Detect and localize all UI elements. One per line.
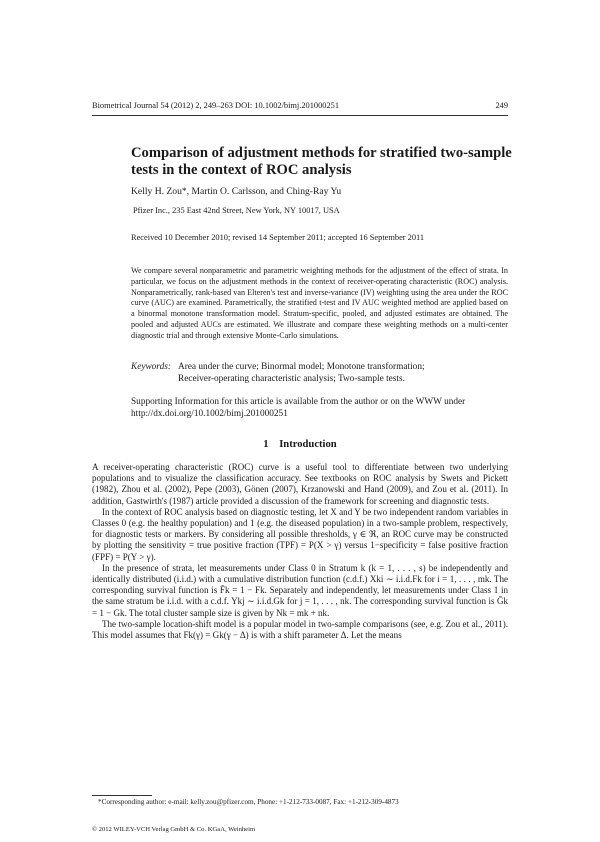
body-text [92, 462, 508, 641]
keywords-label: Keywords: [131, 362, 171, 372]
header-rule [92, 115, 508, 116]
keywords-list [178, 362, 518, 385]
page-number: 249 [495, 101, 508, 110]
article-title: Comparison of adjustment methods for stratified two-sample tests in the context of ROC analysis [131, 145, 512, 178]
footnote-rule [92, 795, 152, 796]
footnote: *Corresponding author: e-mail: kelly.zou@pfizer.com, Phone: +1-212-733-0087, Fax: +1-212-309-4873 [98, 798, 399, 806]
paragraph: A receiver-operating characteristic (ROC) curve is a useful tool to differentiate between two underlying populations and to visualize the classification accuracy. See textbooks on ROC analysis by Swets and Pickett (1982), Zhou et al. (2002), Pepe (2003), Gönen (2007), Krzanowski and Hand (2009), and Zou et al. (2011). In addition, Gastwirth's (1987) article provided a discussion of the framework for screening and diagnostic tests. [92, 462, 508, 506]
paragraph: In the context of ROC analysis based on diagnostic testing, let X and Y be two independent random variables in Classes 0 (e.g. the healthy population) and 1 (e.g. the diseased population) in a two-sample problem, respectively, for diagnostic tests or markers. By considering all possible thresholds, γ ∈ ℜ, an ROC curve may be constructed by plotting the sensitivity = true positive fraction (TPF) = P(X > γ) versus 1−specificity = false positive fraction (FPF) = P(Y > γ). [92, 506, 508, 562]
copyright: © 2012 WILEY-VCH Verlag GmbH & Co. KGaA, Weinheim [92, 826, 256, 833]
paragraph: In the presence of strata, let measurements under Class 0 in Stratum k (k = 1, . . . , s) be independently and identically distributed (i.i.d.) with a cumulative distribution function (c.d.f.) Xki ∼ i.i.d.Fk for i = 1, . . . , mk. The corresponding survival function is F̄k = 1 − Fk. Separately and independently, let measurements under Class 1 in the same stratum be i.i.d. with a c.d.f. Ykj ∼ i.i.d.Gk for j = 1, . . . , nk. The corresponding survival function is Ḡk = 1 − Gk. The total cluster sample size is given by Nk = mk + nk. [92, 562, 508, 618]
keywords-line: Area under the curve; Binormal model; Monotone transformation; [178, 362, 425, 372]
affiliation: Pfizer Inc., 235 East 42nd Street, New York, NY 10017, USA [133, 206, 340, 215]
received-dates: Received 10 December 2010; revised 14 September 2011; accepted 16 September 2011 [131, 233, 425, 242]
keywords-line: Receiver-operating characteristic analysis; Two-sample tests. [178, 373, 405, 384]
abstract: We compare several nonparametric and parametric weighting methods for the adjustment of the effect of strata. In particular, we focus on the adjustment methods in the context of receiver-operating characteristic (ROC) analysis. Nonparametrically, rank-based van Elteren's test and inverse-variance (IV) weighting using the area under the ROC curve (AUC) are examined. Parametrically, the stratified t-test and IV AUC weighted method are applied based on a binormal monotone transformation model. Stratum-specific, pooled, and adjusted estimates are obtained. The pooled and adjusted AUCs are estimated. We illustrate and compare these weighting methods on a multi-center diagnostic trial and through extensive Monte-Carlo simulations. [131, 266, 508, 340]
section-number: 1 [263, 439, 269, 450]
author-list: Kelly H. Zou*, Martin O. Carlsson, and Ching-Ray Yu [131, 186, 342, 197]
section-title: Introduction [279, 439, 337, 450]
section-heading [92, 439, 508, 450]
paragraph: The two-sample location-shift model is a popular model in two-sample comparisons (see, e.g. Zou et al., 2011). This model assumes that Fk(γ) = Gk(γ − Δ) is with a shift parameter Δ. Let the means [92, 618, 508, 641]
journal-citation: Biometrical Journal 54 (2012) 2, 249–263 DOI: 10.1002/bimj.201000251 [92, 101, 340, 110]
supporting-information: Supporting Information for this article is available from the author or on the WWW under http://dx.doi.org/10.1002/bimj.201000251 [131, 397, 466, 419]
